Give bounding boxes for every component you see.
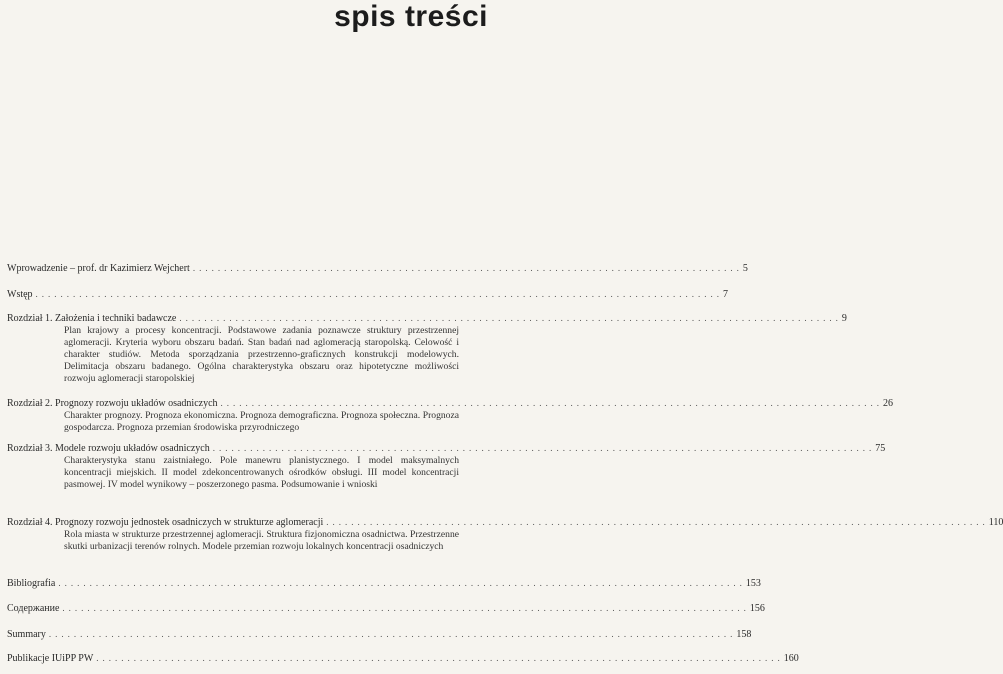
toc-entry-label: Содержание bbox=[7, 603, 60, 614]
toc-entry-label: Wprowadzenie – prof. dr Kazimierz Wejchert bbox=[7, 263, 190, 274]
leader-dots: .............................................................................................................. bbox=[48, 629, 737, 639]
toc-entry-bibliography[interactable] bbox=[7, 577, 761, 590]
toc-entry-description: Charakterystyka stanu zaistniałego. Pole manewru planistycznego. I model maksymalnych koncentracji miejskich. II model zdekoncentrowanych ośrodków obsługi. III model koncentracji pasmowej. IV model wynikowy – poszerzonego pasma. Podsumowanie i wnioski bbox=[64, 455, 459, 490]
toc-entry-label: Wstęp bbox=[7, 289, 33, 300]
page-title: spis treści bbox=[334, 0, 488, 33]
toc-entry-label: Summary bbox=[7, 629, 46, 640]
toc-page-number: 26 bbox=[883, 398, 894, 409]
toc-page-number: 110 bbox=[988, 517, 1003, 528]
toc-entry-chapter-3[interactable] bbox=[7, 442, 886, 491]
toc-entry-label: Rozdział 2. Prognozy rozwoju układów osadniczych bbox=[7, 398, 218, 409]
toc-page-number: 75 bbox=[875, 443, 886, 454]
leader-dots: .......................................................................................................... bbox=[212, 443, 876, 453]
toc-entry-introduction[interactable] bbox=[7, 262, 748, 275]
leader-dots: .............................................................................................................. bbox=[58, 578, 746, 588]
leader-dots: ........................................................................................ bbox=[192, 263, 743, 273]
toc-entry-label: Rozdział 3. Modele rozwoju układów osadniczych bbox=[7, 443, 210, 454]
leader-dots: .............................................................................................................. bbox=[96, 653, 784, 663]
toc-entry-description: Plan krajowy a procesy koncentracji. Podstawowe zadania poznawcze struktury przestrzennej aglomeracji. Kryteria wyboru obszaru badań. Stan badań nad aglomeracją staropolską. Celowość i charakter studiów. Metoda sporządzania przestrzenno-graficznych konstrukcji modelowych. Delimitacja obszaru badanego. Ogólna charakterystyka obszaru oraz hipotetyczne możliwości rozwoju aglomeracji staropolskiej bbox=[64, 325, 459, 384]
toc-entry-description: Rola miasta w strukturze przestrzennej aglomeracji. Struktura fizjonomiczna osadnictwa. Przestrzenne skutki urbanizacji terenów rolnych. Modele przemian rozwoju lokalnych koncentracji osadniczych bbox=[64, 529, 459, 552]
toc-entry-description: Charakter prognozy. Prognoza ekonomiczna. Prognoza demograficzna. Prognoza społeczna. Prognoza gospodarcza. Prognoza przemian środowiska przyrodniczego bbox=[64, 410, 459, 433]
toc-page-number: 9 bbox=[841, 313, 847, 324]
toc-page-number: 153 bbox=[745, 578, 761, 589]
toc-entry-chapter-4[interactable] bbox=[7, 516, 1003, 553]
leader-dots: .......................................................................................................... bbox=[220, 398, 884, 408]
toc-entry-label: Bibliografia bbox=[7, 578, 56, 589]
leader-dots: .............................................................................................................. bbox=[62, 603, 750, 613]
leader-dots: .......................................................................................................... bbox=[326, 517, 989, 527]
toc-entry-russian-contents[interactable] bbox=[7, 602, 765, 615]
toc-entry-chapter-1[interactable] bbox=[7, 312, 847, 385]
leader-dots: .......................................................................................................... bbox=[179, 313, 842, 323]
toc-page-number: 158 bbox=[736, 629, 752, 640]
leader-dots: .............................................................................................................. bbox=[35, 289, 724, 299]
toc-page-number: 156 bbox=[749, 603, 765, 614]
toc-entry-preface[interactable] bbox=[7, 288, 729, 301]
toc-entry-label: Rozdział 1. Założenia i techniki badawcze bbox=[7, 313, 177, 324]
toc-entry-label: Rozdział 4. Prognozy rozwoju jednostek osadniczych w strukturze aglomeracji bbox=[7, 517, 324, 528]
toc-page-number: 160 bbox=[783, 653, 799, 664]
toc-page-number: 7 bbox=[723, 289, 729, 300]
toc-page-number: 5 bbox=[742, 263, 748, 274]
toc-entry-publications[interactable] bbox=[7, 652, 799, 665]
toc-entry-summary[interactable] bbox=[7, 628, 752, 641]
toc-entry-chapter-2[interactable] bbox=[7, 397, 894, 434]
toc-entry-label: Publikacje IUiPP PW bbox=[7, 653, 94, 664]
